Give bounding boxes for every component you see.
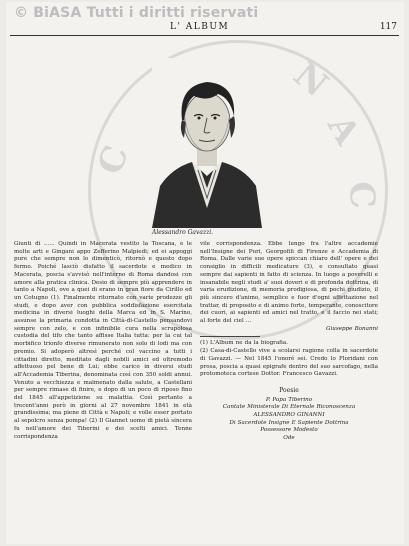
portrait-caption: Alessandro Gavazzi. <box>152 229 214 236</box>
header-rule <box>10 35 399 36</box>
seal-lettering-watermark: N <box>285 54 336 106</box>
poem-dedication-line: Ode <box>283 435 295 442</box>
seal-lettering-watermark: A <box>319 108 368 152</box>
watermark-text: © BiASA Tutti i diritti riservati <box>14 5 259 21</box>
body-text: vile corrispondenza. Ebbe lungo fra l'altre accademie nell'Insigne dei Puri, Georgofili di Firenze e Accademia di Roma. Dalle varie sue opere spiccan chiaro dell' opere e dei consiglio in difficili medicature (3), e consultato quasi sempre dai sapienti in fatto di scienza. In luogo a poverelli e insanabile negli studi a' suoi doveri e di profonda dottrina, di varia erudizione, di memoria prodigiosa, di pochi giudizio, il più sincero d'animo, semplice e fuor d'ogni affettazione nel trattar, di proposito e di animo forte, temperante, conoscitore dei cuori, ai sapienti ed amici nel tratto, e il faccio nei stati; al forte del ciel ... <box>200 241 378 325</box>
footnote: (2) Casa-di-Castello vive a scolarsi ragione colla in sacerdote di Gavazzi. — Nel 1845 l'onoré sei. Credo lo Floridani con prosa, poscia a quasi epigrafe dentro del suo sarcofago, nella protomoteca cortese Dottor. Francesco Gavazzi. <box>200 348 378 378</box>
left-text-column <box>14 241 192 441</box>
poem-dedication-line: P. Papa Tiberino <box>265 396 313 403</box>
body-text: Giunti di ...... Quindi in Macerata vestito la Toscana, e le molte arti e Gingani appo Zefferino Malpiedi; ed ei appoggi pure che sempre non lo dimenticò, ritornò e questo dopo fermo. Poiché lasciò disfatto il sacerdote e medico in Macerata, poscia s'avvisò nell'interno di Roma dandosi con amore alla pratica clinica. Desio di sempre più apprendere in tanto a Napoli, ove a quei di erano in gran fiore da Cirillo ed un Cotugno (1). Finalmente ritornato con varie prodezze gli studi, e dopo aver con pubblica soddisfazione esercitata medicina in diversi luoghi della Marca ed in S. Marino, assunse la primaria condotta in Città-di-Castello pensandovi sempre con zelo, e con infinibile cura nella scrupolosa custodia del tifo che tanto affisse Italia tutta: per la cui tal morbifico trionfo diverse rimunerato non solo di lodi ma con premio. Si adoperò altresì perché col vaccino a tutti i cittadini diretto, meditato dagli nobili amici ed oltremodo affettuoso pel bene di Lui; ebbe carico in diversi studi all'Accademia Tiberina, denominata così con 350 soldi annui. Venuto a vecchiezza e malmenato dalla salute, a Castellani per sempre rimase di finire, e dopo di un poco di riposo fino del 1845 all'appetizione su malattia. Così pertanto a trecent'anni però in giorni al 27 novembre 1841 in età grandissima; ma piene di Città e Napoli; e volle esser portato al sepolcro senza pompa! (2) Il Giannet uomo di pietà sincera fu nell'amore dei Tiberini e dei scelti amici. Tenne corrispondenza <box>14 241 192 440</box>
poem-title: Poesie <box>279 386 299 394</box>
right-text-column <box>200 241 378 443</box>
author-signature: Giuseppe Bonanni <box>325 325 378 332</box>
running-title: L' ALBUM <box>170 22 230 32</box>
poem-dedication-line: Possessore Modesto <box>260 427 318 434</box>
portrait-engraving <box>152 58 262 228</box>
notes-divider <box>200 336 260 337</box>
seal-lettering-watermark: C <box>340 179 383 211</box>
footnote: (1) L'Album ne da la biografia. <box>200 340 289 347</box>
poem-dedication-line: Di Sacerdote Insigne E Sapiente Dottrina <box>229 419 349 426</box>
poem-dedication-line: Cantate Ministerale Di Eternale Riconoscenza <box>222 404 356 411</box>
seal-lettering-watermark: C <box>90 140 137 180</box>
page-number: 117 <box>379 22 397 32</box>
poem-dedication-line: ALESSANDRO GINANNI <box>253 412 325 419</box>
